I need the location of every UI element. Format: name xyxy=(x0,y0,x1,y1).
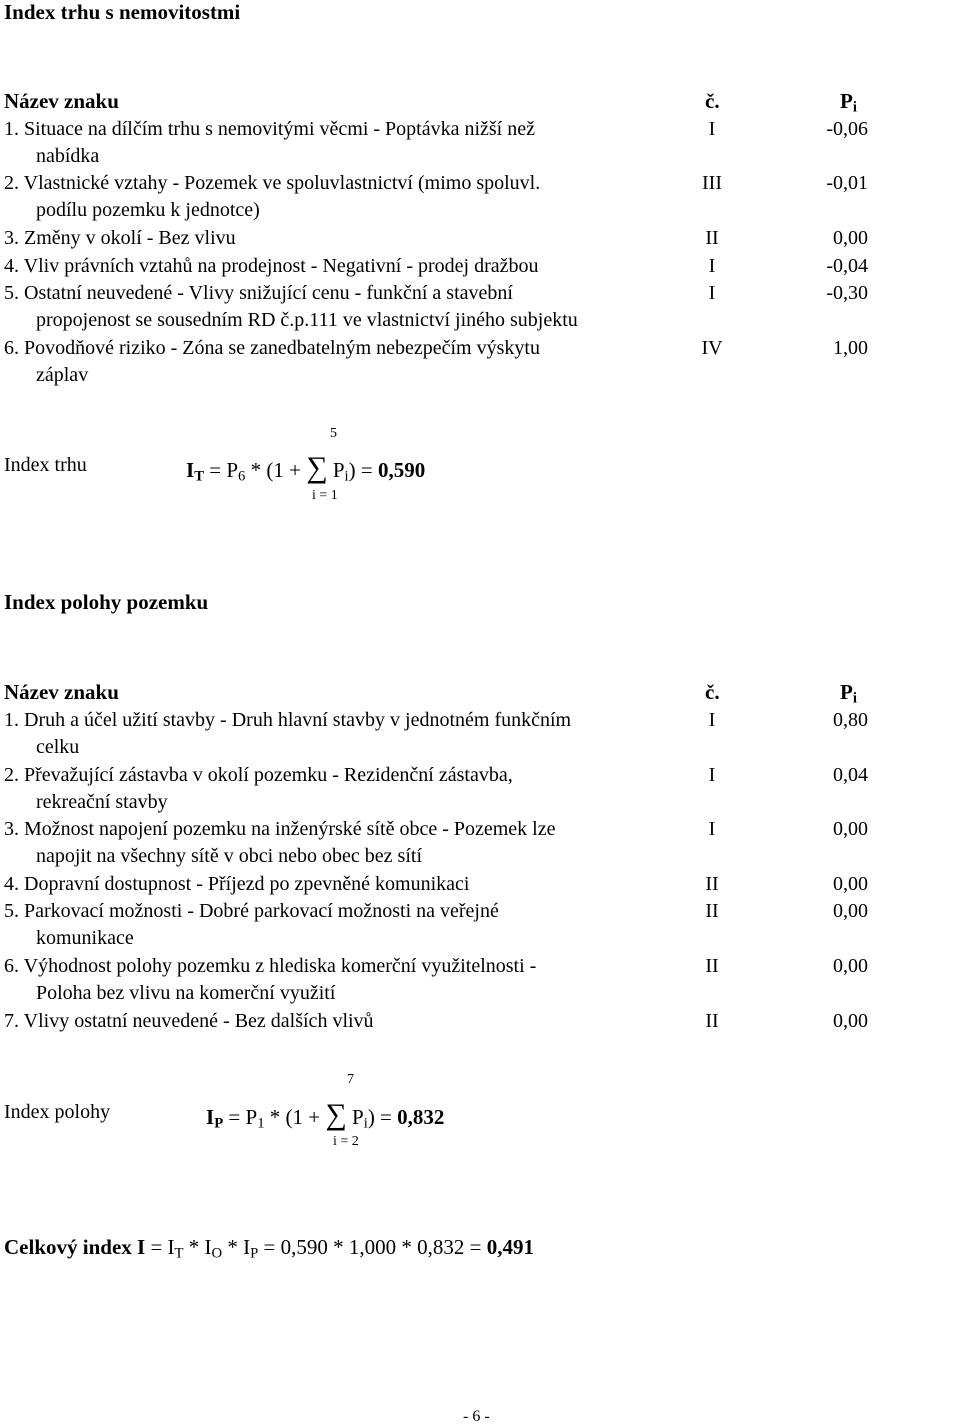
row-text: 1. Situace na dílčím trhu s nemovitými věcmi - Poptávka nižší než xyxy=(4,118,535,140)
row-class: II xyxy=(705,873,719,895)
row-text-cont: propojenost se sousedním RD č.p.111 ve vlastnictví jiného subjektu xyxy=(36,309,578,331)
page-title: Index trhu s nemovitostmi xyxy=(4,0,241,24)
row-value: -0,06 xyxy=(826,118,868,140)
row-value: 1,00 xyxy=(833,337,868,359)
market-table-header xyxy=(0,89,960,115)
location-sum-bottom: i = 2 xyxy=(333,1134,359,1149)
row-class: I xyxy=(708,282,716,304)
row-text-cont: komunikace xyxy=(36,927,134,949)
page-number: - 6 - xyxy=(463,1408,490,1425)
header-number: č. xyxy=(705,680,720,704)
row-text-cont: rekreační stavby xyxy=(36,791,168,813)
location-formula: $I_P = P_1 * (1$ + ∑ $P_i) = 0,832$ xyxy=(206,1098,445,1132)
row-value: 0,00 xyxy=(833,1010,868,1032)
row-class: I xyxy=(708,818,716,840)
row-text-cont: napojit na všechny sítě v obci nebo obec bez sítí xyxy=(36,845,423,867)
row-text: 3. Možnost napojení pozemku na inženýrské sítě obce - Pozemek lze xyxy=(4,818,556,840)
row-class: I xyxy=(708,118,716,140)
market-formula: $I_T = P_6 * (1$ + ∑ $P_i) = 0,590$ xyxy=(186,451,426,485)
location-formula-label: Index polohy xyxy=(4,1101,111,1123)
row-class: III xyxy=(702,172,722,194)
market-formula-label: Index trhu xyxy=(4,454,87,476)
row-text-cont: záplav xyxy=(36,364,89,386)
header-p: $P_i$ xyxy=(840,89,857,116)
location-index-result: 0,832 xyxy=(397,1105,445,1129)
row-value: 0,00 xyxy=(833,900,868,922)
sigma-icon: ∑ xyxy=(306,451,328,484)
row-text: 2. Převažující zástavba v okolí pozemku - Rezidenční zástavba, xyxy=(4,764,513,786)
market-index-result: 0,590 xyxy=(377,458,426,482)
row-class: I xyxy=(708,764,716,786)
row-text-cont: podílu pozemku k jednotce) xyxy=(36,199,260,221)
header-name: Název znaku xyxy=(4,89,119,113)
row-text: 1. Druh a účel užití stavby - Druh hlavní stavby v jednotném funkčním xyxy=(4,709,572,731)
header-number: č. xyxy=(705,89,720,113)
row-text: 5. Ostatní neuvedené - Vlivy snižující cenu - funkční a stavební xyxy=(4,282,513,304)
header-p: $P_i$ xyxy=(840,680,857,707)
row-text-cont: nabídka xyxy=(36,145,100,167)
row-text-cont: celku xyxy=(36,736,80,758)
location-title: Index polohy pozemku xyxy=(4,590,209,614)
total-result: 0,491 xyxy=(486,1235,534,1259)
location-sum-top: 7 xyxy=(347,1072,354,1087)
row-class: I xyxy=(708,255,716,277)
row-text: 2. Vlastnické vztahy - Pozemek ve spoluvlastnictví (mimo spoluvl. xyxy=(4,172,541,194)
location-table-header xyxy=(0,680,960,706)
header-name: Název znaku xyxy=(4,680,119,704)
row-class: II xyxy=(705,900,719,922)
row-class: II xyxy=(705,227,719,249)
row-text: 4. Dopravní dostupnost - Příjezd po zpevněné komunikaci xyxy=(4,873,470,895)
total-label: Celkový index I xyxy=(4,1235,146,1259)
row-text: 4. Vliv právních vztahů na prodejnost - Negativní - prodej dražbou xyxy=(4,255,539,277)
row-value: -0,04 xyxy=(826,255,868,277)
row-class: I xyxy=(708,709,716,731)
row-class: II xyxy=(705,1010,719,1032)
sigma-icon: ∑ xyxy=(325,1098,347,1131)
row-value: 0,00 xyxy=(833,873,868,895)
row-value: 0,00 xyxy=(833,227,868,249)
row-text: 3. Změny v okolí - Bez vlivu xyxy=(4,227,236,249)
row-value: -0,01 xyxy=(826,172,868,194)
row-text: 6. Povodňové riziko - Zóna se zanedbatelným nebezpečím výskytu xyxy=(4,337,540,359)
row-value: 0,00 xyxy=(833,955,868,977)
row-text: 5. Parkovací možnosti - Dobré parkovací možnosti na veřejné xyxy=(4,900,499,922)
row-text: 7. Vlivy ostatní neuvedené - Bez dalších vlivů xyxy=(4,1010,374,1032)
row-value: 0,04 xyxy=(833,764,868,786)
market-sum-bottom: i = 1 xyxy=(312,488,338,503)
row-value: -0,30 xyxy=(826,282,868,304)
market-sum-top: 5 xyxy=(330,426,337,441)
row-value: 0,80 xyxy=(833,709,868,731)
row-text: 6. Výhodnost polohy pozemku z hlediska komerční využitelnosti - xyxy=(4,955,537,977)
row-class: II xyxy=(705,955,719,977)
total-index: Celkový index $I = I_T * I_O * I_P = 0,590 * 1,000 * 0,832 = 0,491$ xyxy=(4,1235,534,1262)
row-class: IV xyxy=(701,337,723,359)
row-text-cont: Poloha bez vlivu na komerční využití xyxy=(36,982,336,1004)
row-value: 0,00 xyxy=(833,818,868,840)
